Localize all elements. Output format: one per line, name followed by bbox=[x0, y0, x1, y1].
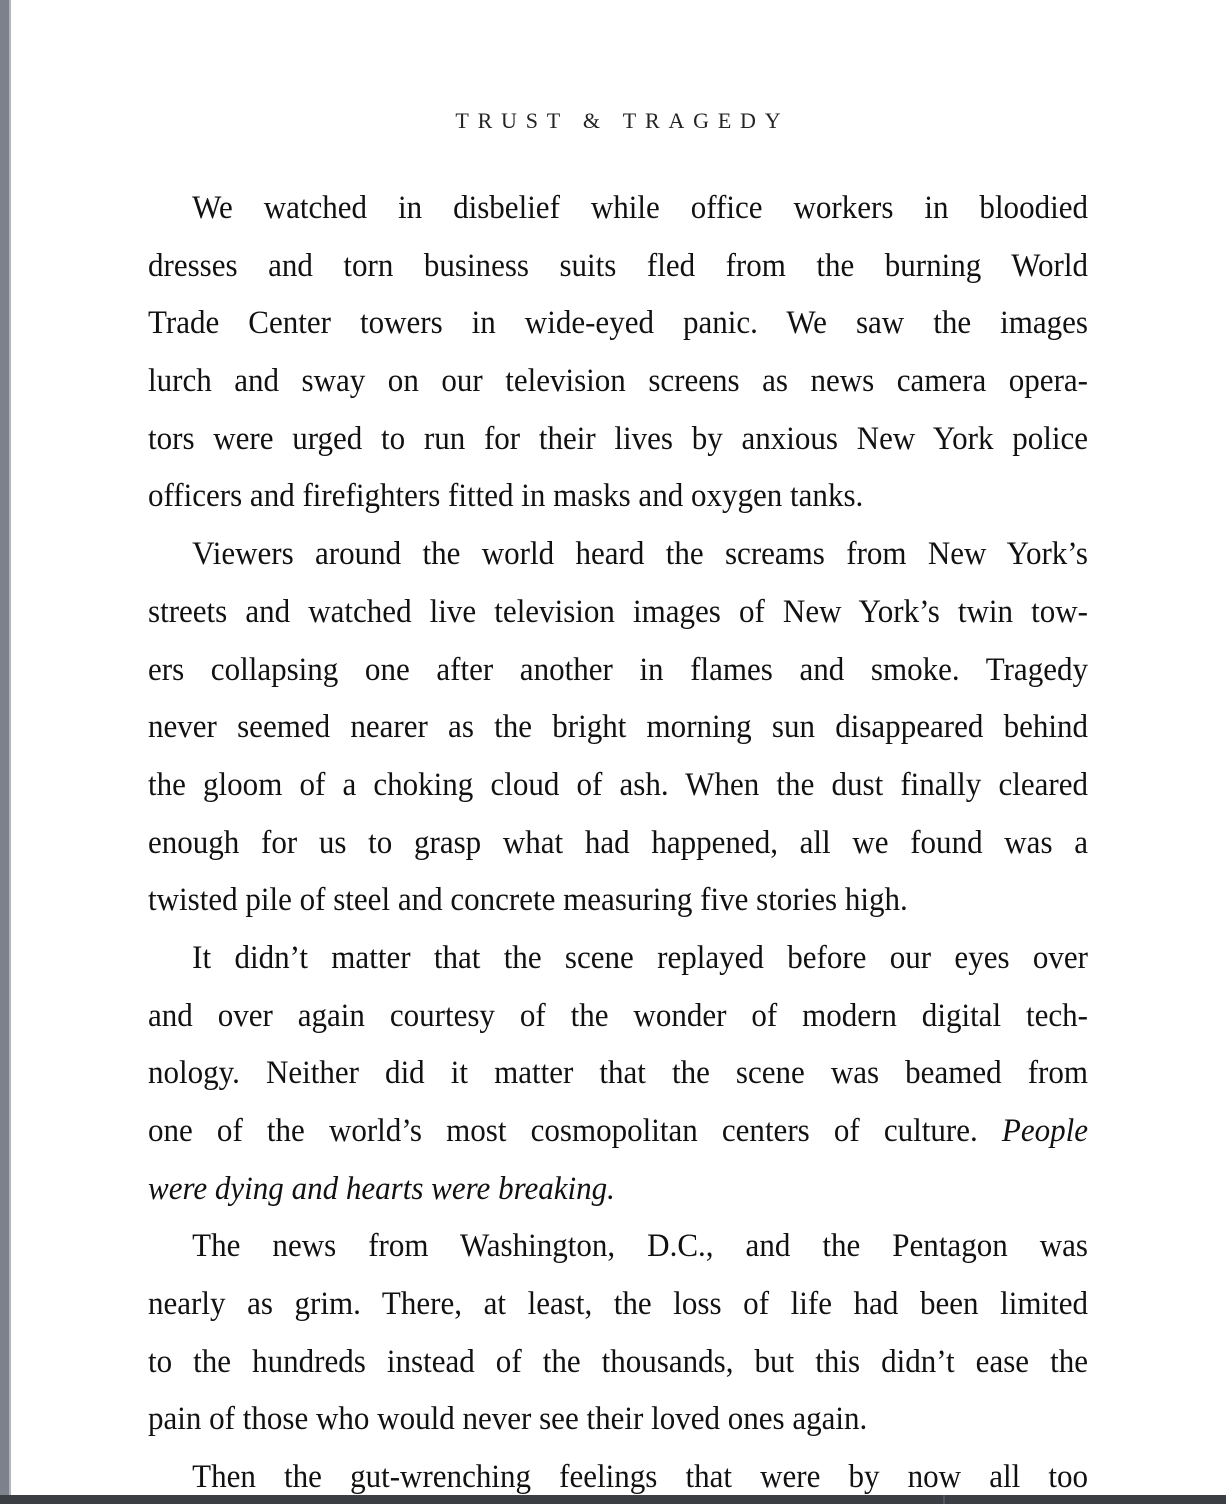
text-segment: dresses and torn business suits fled from the burning World bbox=[148, 247, 1088, 284]
italic-text-segment: People bbox=[1001, 1113, 1088, 1149]
text-line bbox=[148, 699, 1088, 757]
body-text bbox=[148, 180, 1088, 1507]
text-line bbox=[148, 1276, 1088, 1334]
left-edge-bar bbox=[0, 0, 11, 1495]
text-line bbox=[148, 526, 1088, 584]
text-line bbox=[148, 468, 1088, 526]
text-line bbox=[148, 238, 1088, 296]
text-line bbox=[148, 930, 1088, 988]
paragraph bbox=[148, 526, 1088, 930]
text-line bbox=[148, 295, 1088, 353]
text-segment: nology. Neither did it matter that the scene was beamed from bbox=[148, 1055, 1088, 1092]
paragraph bbox=[148, 1218, 1088, 1449]
text-segment: twisted pile of steel and concrete measuring five stories high. bbox=[148, 882, 908, 919]
text-segment: It didn’t matter that the scene replayed before our eyes over bbox=[192, 939, 1088, 976]
text-segment: nearly as grim. There, at least, the loss of life had been limited bbox=[148, 1286, 1088, 1323]
text-segment: the gloom of a choking cloud of ash. When the dust finally cleared bbox=[148, 766, 1088, 803]
text-segment: pain of those who would never see their loved ones again. bbox=[148, 1401, 868, 1438]
paragraph bbox=[148, 930, 1088, 1218]
text-segment: lurch and sway on our television screens as news camera opera- bbox=[148, 363, 1088, 400]
text-line bbox=[148, 1334, 1088, 1392]
text-line bbox=[148, 872, 1088, 930]
italic-text-segment: were dying and hearts were breaking. bbox=[148, 1170, 615, 1207]
text-line bbox=[148, 1218, 1088, 1276]
text-segment: streets and watched live television images of New York’s twin tow- bbox=[148, 593, 1088, 630]
text-line bbox=[148, 1045, 1088, 1103]
text-line bbox=[148, 353, 1088, 411]
text-segment: and over again courtesy of the wonder of modern digital tech- bbox=[148, 997, 1088, 1034]
text-line bbox=[148, 1161, 1088, 1219]
text-line bbox=[148, 584, 1088, 642]
paragraph bbox=[148, 180, 1088, 526]
text-segment: ers collapsing one after another in flames and smoke. Tragedy bbox=[148, 651, 1088, 688]
text-line bbox=[148, 1391, 1088, 1449]
text-line bbox=[148, 411, 1088, 469]
text-line bbox=[148, 642, 1088, 700]
text-line bbox=[148, 180, 1088, 238]
text-segment: to the hundreds instead of the thousands, but this didn’t ease the bbox=[148, 1343, 1088, 1380]
text-segment: Viewers around the world heard the screams from New York’s bbox=[192, 536, 1088, 573]
text-segment: enough for us to grasp what had happened, all we found was a bbox=[148, 824, 1088, 861]
bottom-bar-divider bbox=[943, 1495, 945, 1504]
text-line bbox=[148, 757, 1088, 815]
text-line bbox=[148, 815, 1088, 873]
text-segment: We watched in disbelief while office workers in bloodied bbox=[192, 190, 1088, 226]
bottom-bar bbox=[0, 1495, 1226, 1504]
text-segment: never seemed nearer as the bright morning sun disappeared behind bbox=[148, 709, 1088, 746]
running-head-title: TRUST & TRAGEDY bbox=[455, 108, 790, 133]
text-segment: one of the world’s most cosmopolitan centers of culture. bbox=[148, 1113, 1002, 1149]
text-segment: Trade Center towers in wide-eyed panic. We saw the images bbox=[148, 305, 1088, 342]
text-segment: Then the gut-wrenching feelings that were by now all too bbox=[192, 1459, 1088, 1496]
text-line bbox=[148, 1103, 1088, 1161]
text-segment: officers and firefighters fitted in masks and oxygen tanks. bbox=[148, 478, 864, 515]
text-segment: The news from Washington, D.C., and the Pentagon was bbox=[192, 1228, 1088, 1265]
text-line bbox=[148, 988, 1088, 1046]
text-segment: tors were urged to run for their lives by anxious New York police bbox=[148, 420, 1088, 457]
